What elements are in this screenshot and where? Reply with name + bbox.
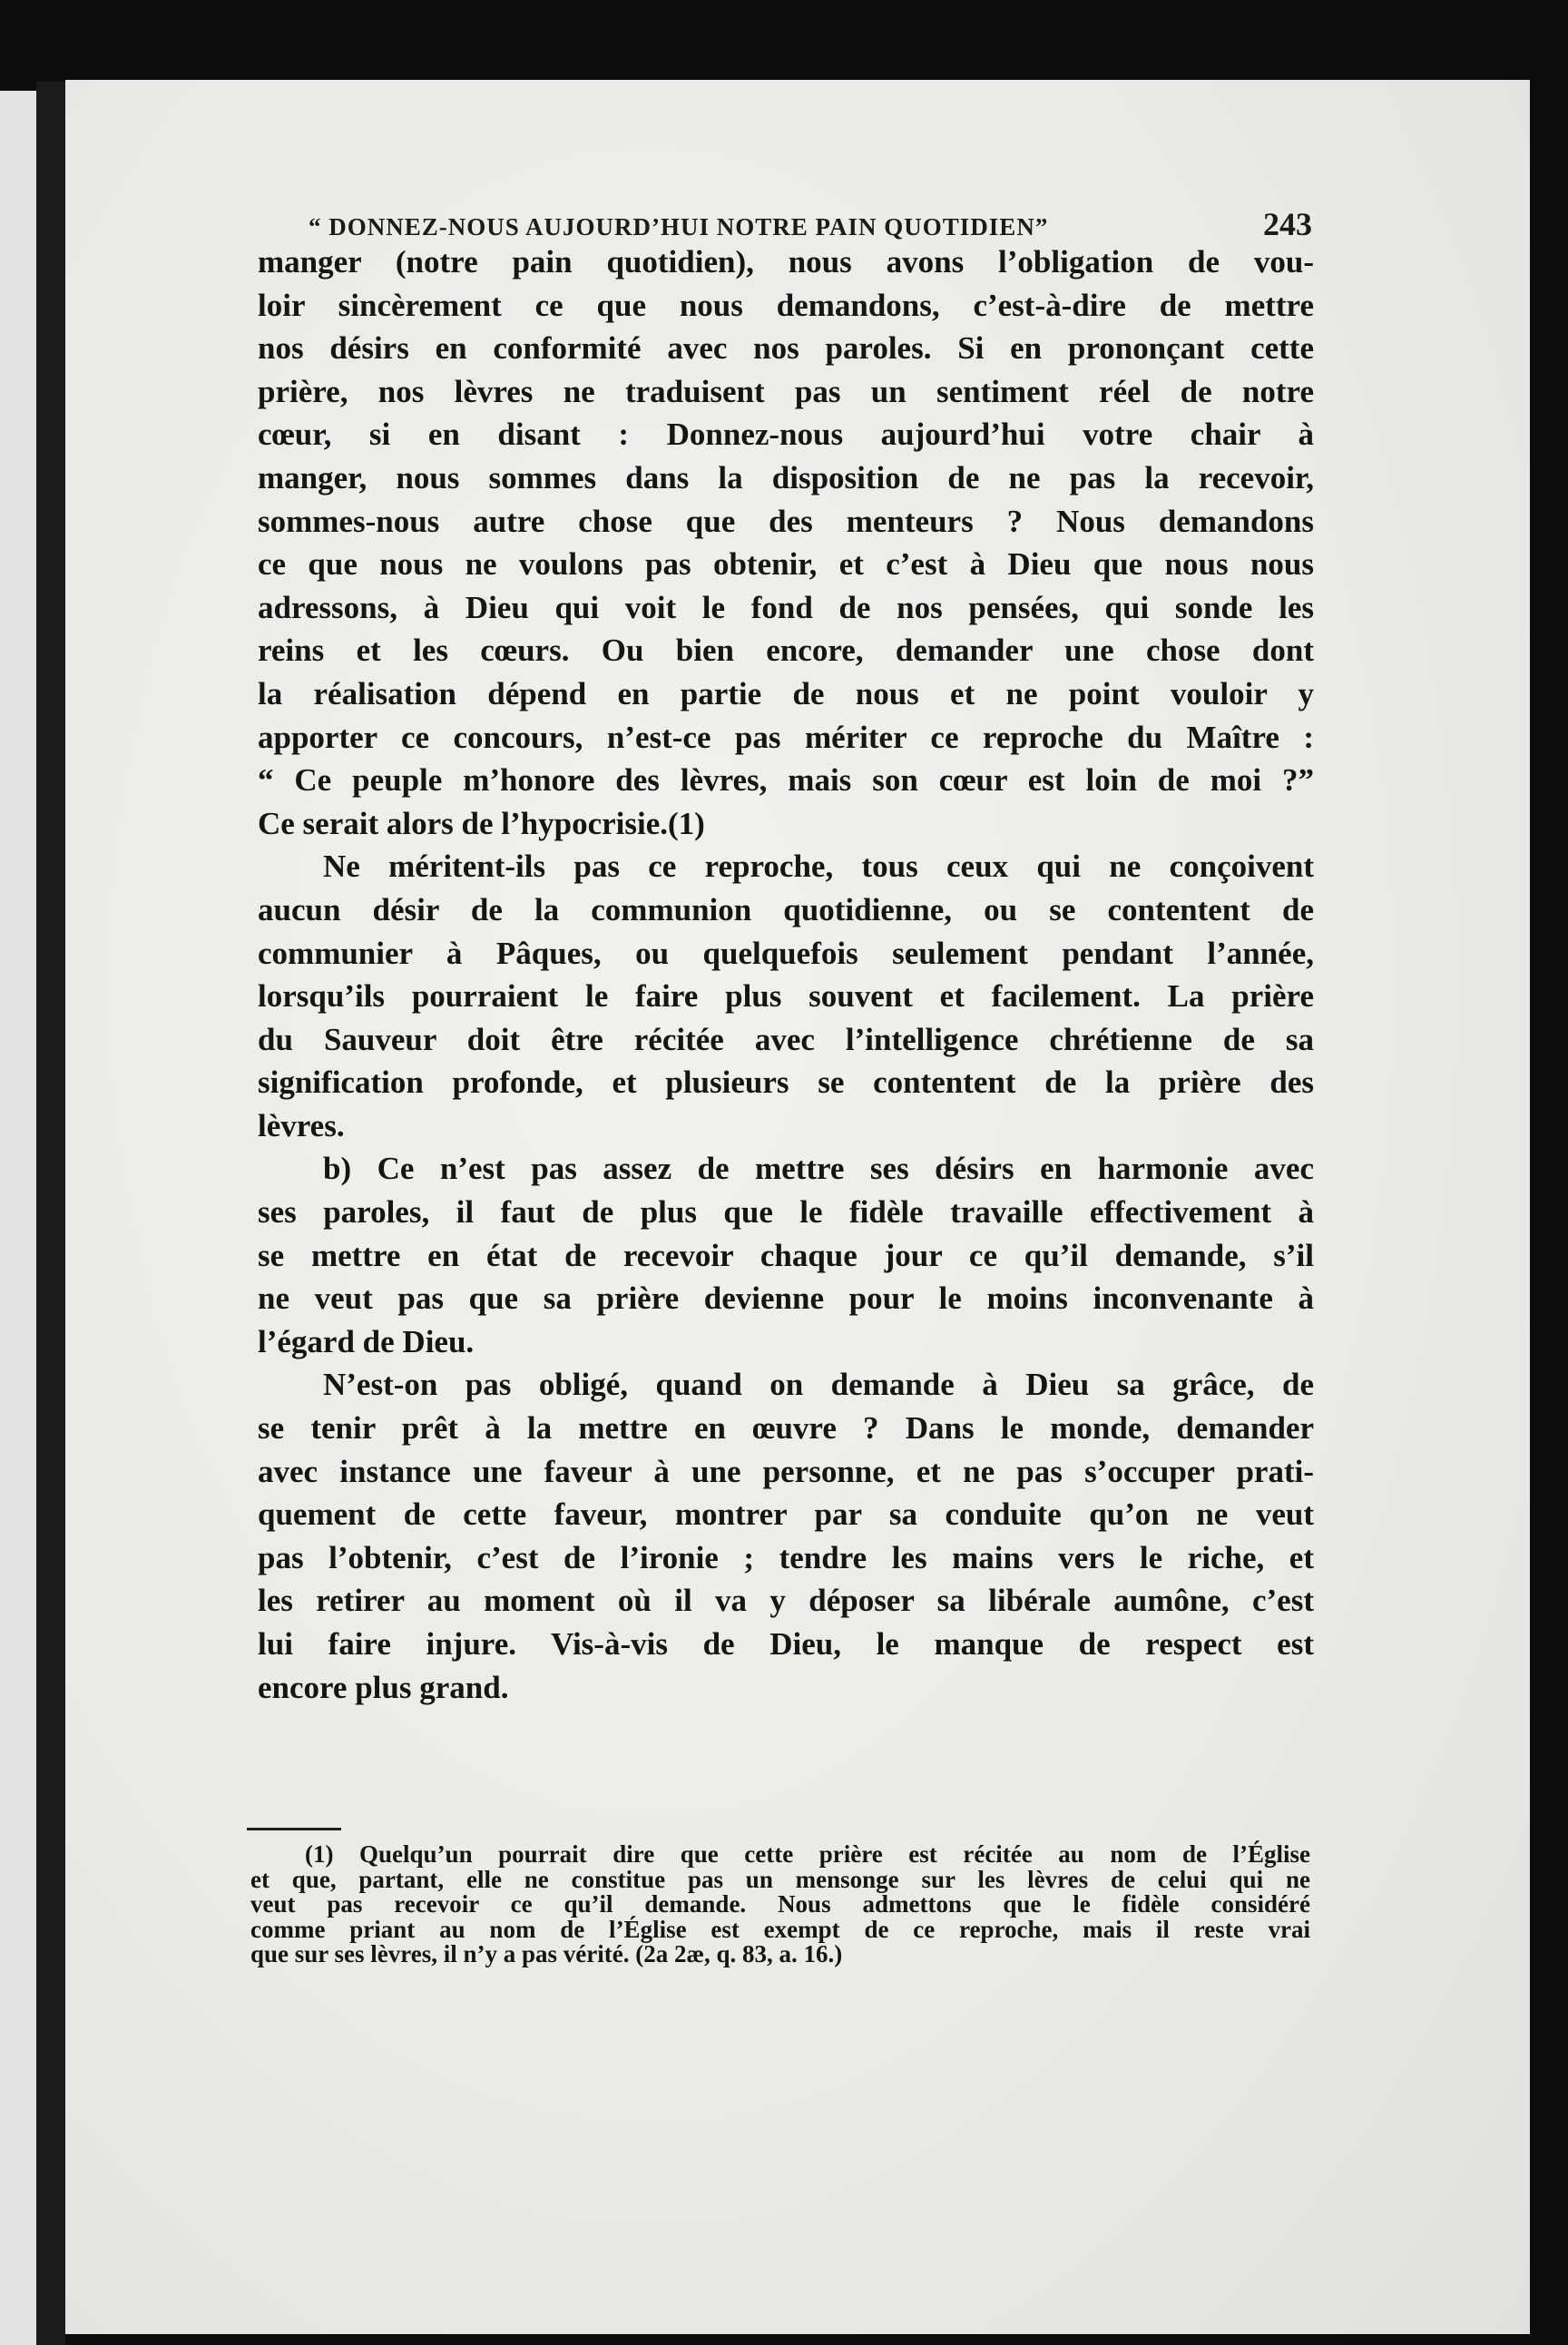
text-line: les retirer au moment où il va y déposer sa libérale aumône, c’est xyxy=(258,1583,1314,1619)
footnote-line: que sur ses lèvres, il n’y a pas vérité. (2a 2æ, q. 83, a. 16.) xyxy=(250,1940,843,1967)
page-header xyxy=(309,205,1312,243)
text-line: cœur, si en disant : Donnez-nous aujourd’hui votre chair à xyxy=(258,417,1314,453)
text-line: ce que nous ne voulons pas obtenir, et c’est à Dieu que nous nous xyxy=(258,546,1314,583)
text-line: avec instance une faveur à une personne, et ne pas s’occuper prati- xyxy=(258,1453,1314,1489)
footnote-line: comme priant au nom de l’Église est exempt de ce reproche, mais il reste vrai xyxy=(250,1915,1310,1943)
body-text xyxy=(258,240,1314,1709)
text-line: Ce serait alors de l’hypocrisie.(1) xyxy=(258,805,705,841)
text-line: lui faire injure. Vis-à-vis de Dieu, le manque de respect est xyxy=(258,1626,1314,1662)
footnote-line: (1) Quelqu’un pourrait dire que cette prière est récitée au nom de l’Église xyxy=(305,1840,1310,1868)
adjacent-page-edge xyxy=(0,91,36,2345)
text-line: sommes-nous autre chose que des menteurs ? Nous demandons xyxy=(258,503,1314,539)
text-line: communier à Pâques, ou quelquefois seulement pendant l’année, xyxy=(258,935,1314,971)
text-line: encore plus grand. xyxy=(258,1669,509,1705)
footnote xyxy=(250,1842,1310,1967)
text-line: N’est-on pas obligé, quand on demande à Dieu sa grâce, de xyxy=(323,1367,1314,1403)
paragraph xyxy=(258,1363,1314,1709)
text-line: la réalisation dépend en partie de nous et ne point vouloir y xyxy=(258,675,1314,711)
text-line: se mettre en état de recevoir chaque jour ce qu’il demande, s’il xyxy=(258,1237,1314,1273)
text-line: quement de cette faveur, montrer par sa conduite qu’on ne veut xyxy=(258,1496,1314,1533)
text-line: loir sincèrement ce que nous demandons, c’est-à-dire de mettre xyxy=(258,287,1314,323)
text-line: b) Ce n’est pas assez de mettre ses désirs en harmonie avec xyxy=(323,1151,1314,1187)
footnote-line: veut pas recevoir ce qu’il demande. Nous admettons que le fidèle considéré xyxy=(250,1890,1310,1918)
text-line: reins et les cœurs. Ou bien encore, demander une chose dont xyxy=(258,633,1314,669)
text-line: nos désirs en conformité avec nos paroles. Si en prononçant cette xyxy=(258,330,1314,367)
footnote-rule xyxy=(247,1828,341,1830)
text-line: ses paroles, il faut de plus que le fidèle travaille effectivement à xyxy=(258,1194,1314,1231)
paragraph xyxy=(258,1147,1314,1363)
paragraph xyxy=(258,240,1314,845)
text-line: lèvres. xyxy=(258,1107,345,1143)
text-line: du Sauveur doit être récitée avec l’intelligence chrétienne de sa xyxy=(258,1021,1314,1057)
text-line: Ne méritent-ils pas ce reproche, tous ceux qui ne conçoivent xyxy=(323,849,1314,885)
text-line: l’égard de Dieu. xyxy=(258,1323,475,1359)
binding-shadow xyxy=(36,82,65,2345)
text-line: pas l’obtenir, c’est de l’ironie ; tendre les mains vers le riche, et xyxy=(258,1539,1314,1575)
text-line: adressons, à Dieu qui voit le fond de nos pensées, qui sonde les xyxy=(258,589,1314,625)
running-head: “ DONNEZ-NOUS AUJOURD’HUI NOTRE PAIN QUOTIDIEN” xyxy=(309,213,1049,240)
text-line: “ Ce peuple m’honore des lèvres, mais son cœur est loin de moi ?” xyxy=(258,762,1314,799)
text-line: apporter ce concours, n’est-ce pas mériter ce reproche du Maître : xyxy=(258,719,1314,755)
text-line: prière, nos lèvres ne traduisent pas un sentiment réel de notre xyxy=(258,373,1314,409)
text-line: se tenir prêt à la mettre en œuvre ? Dans le monde, demander xyxy=(258,1410,1314,1447)
text-line: signification profonde, et plusieurs se contentent de la prière des xyxy=(258,1065,1314,1101)
text-line: lorsqu’ils pourraient le faire plus souvent et facilement. La prière xyxy=(258,978,1314,1015)
text-line: manger, nous sommes dans la disposition de ne pas la recevoir, xyxy=(258,459,1314,495)
text-line: aucun désir de la communion quotidienne, ou se contentent de xyxy=(258,891,1314,927)
footnote-line: et que, partant, elle ne constitue pas un mensonge sur les lèvres de celui qui ne xyxy=(250,1865,1310,1893)
text-line: ne veut pas que sa prière devienne pour le moins inconvenante à xyxy=(258,1280,1314,1317)
page-number: 243 xyxy=(1263,206,1312,242)
paragraph xyxy=(258,845,1314,1147)
text-line: manger (notre pain quotidien), nous avons l’obligation de vou- xyxy=(258,244,1314,280)
